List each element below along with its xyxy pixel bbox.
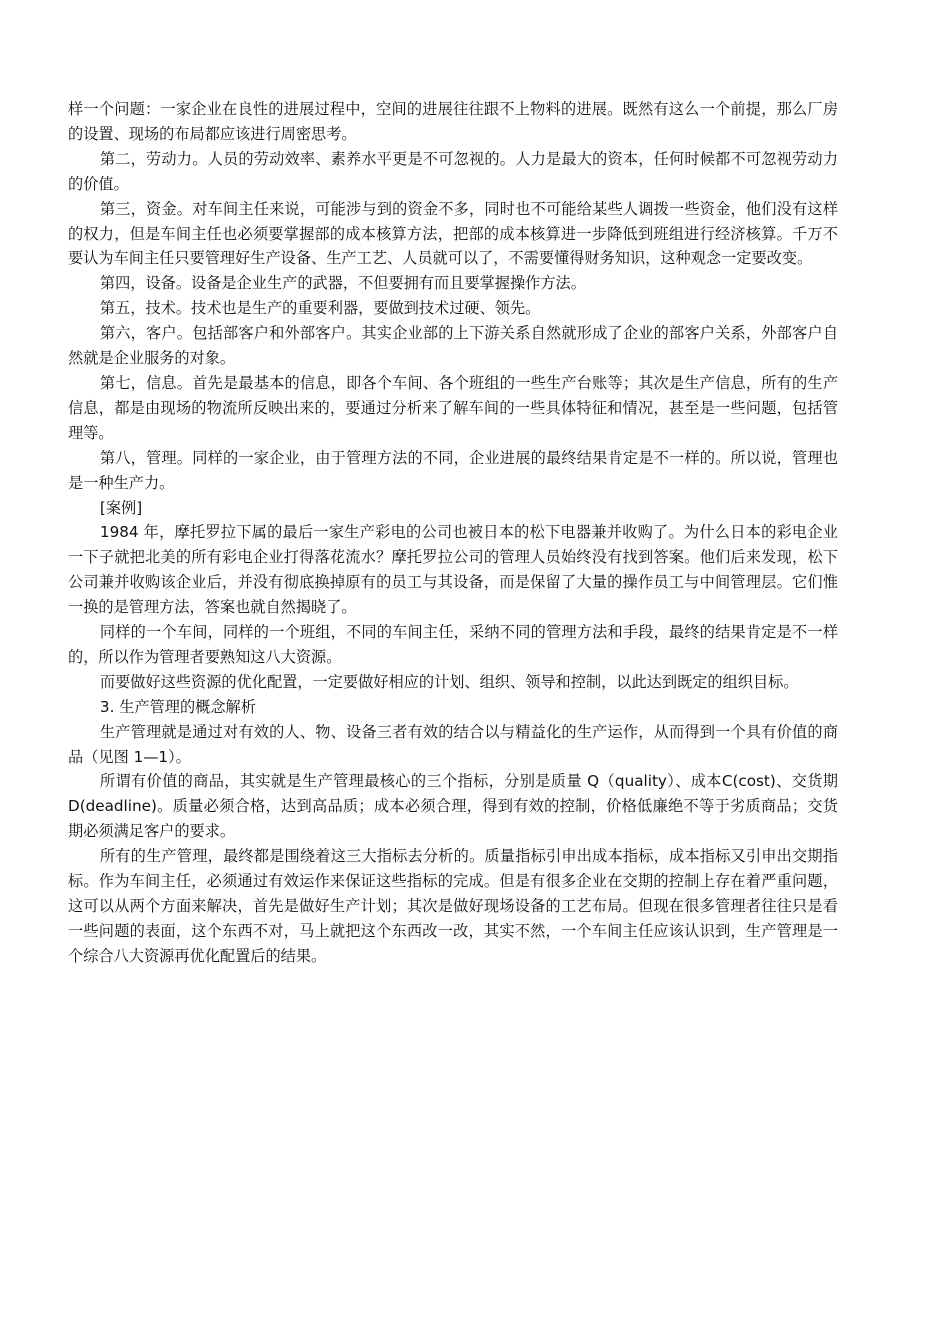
- paragraph-case-story: 1984 年，摩托罗拉下属的最后一家生产彩电的公司也被日本的松下电器兼并收购了。为什么日本的彩电企业一下子就把北美的所有彩电企业打得落花流水？摩托罗拉公司的管理人员始终没有找到答案。他们后来发现，松下公司兼并收购该企业后，并没有彻底换掉原有的员工与其设备，而是保留了大量的操作员工与中间管理层。它们惟一换的是管理方法，答案也就自然揭晓了。: [68, 523, 838, 617]
- paragraph-equipment: 第四，设备。设备是企业生产的武器，不但要拥有而且要掌握操作方法。: [99, 274, 586, 293]
- paragraph-qcd: 所谓有价值的商品，其实就是生产管理最核心的三个指标，分别是质量 Q（quality）、成本C(cost)、交货期 D(deadline)。质量必须合格，达到高品质；成本必须合理，得到有效的控制，价格低廉绝不等于劣质商品；交货期必须满足客户的要求。: [68, 772, 838, 841]
- case-label: [案例]: [99, 498, 143, 517]
- paragraph-technology: 第五，技术。技术也是生产的重要利器，要做到技术过硬、领先。: [99, 299, 541, 318]
- paragraph-definition: 生产管理就是通过对有效的人、物、设备三者有效的结合以与精益化的生产运作，从而得到一个具有价值的商品（见图 1—1）。: [68, 722, 838, 766]
- paragraph-conclusion: 所有的生产管理，最终都是围绕着这三大指标去分析的。质量指标引申出成本指标，成本指标又引申出交期指标。作为车间主任，必须通过有效运作来保证这些指标的完成。但是有很多企业在交期的控制上存在着严重问题，这可以从两个方面来解决，首先是做好生产计划；其次是做好现场设备的工艺布局。但现在很多管理者往往只是看一些问题的表面，这个东西不对，马上就把这个东西改一改，其实不然，一个车间主任应该认识到，生产管理是一个综合八大资源再优化配置后的结果。: [68, 847, 838, 965]
- paragraph-customer: 第六，客户。包括部客户和外部客户。其实企业部的上下游关系自然就形成了企业的部客户关系，外部客户自然就是企业服务的对象。: [68, 324, 838, 368]
- paragraph-continuation: 样一个问题：一家企业在良性的进展过程中，空间的进展往往跟不上物料的进展。既然有这么一个前提，那么厂房的设置、现场的布局都应该进行周密思考。: [68, 100, 838, 143]
- paragraph-information: 第七，信息。首先是最基本的信息，即各个车间、各个班组的一些生产台账等；其次是生产信息，所有的生产信息，都是由现场的物流所反映出来的，要通过分析来了解车间的一些具体特征和情况，甚至是一些问题，包括管理等。: [68, 373, 838, 442]
- paragraph-labor: 第二，劳动力。人员的劳动效率、素养水平更是不可忽视的。人力是最大的资本，任何时候都不可忽视劳动力的价值。: [68, 149, 838, 193]
- section-heading: 3. 生产管理的概念解析: [99, 697, 256, 716]
- paragraph-management: 第八，管理。同样的一家企业，由于管理方法的不同，企业进展的最终结果肯定是不一样的。所以说，管理也是一种生产力。: [68, 448, 838, 492]
- paragraph-optimization: 而要做好这些资源的优化配置，一定要做好相应的计划、组织、领导和控制，以此达到既定的组织目标。: [99, 672, 799, 691]
- paragraph-same-workshop: 同样的一个车间，同样的一个班组，不同的车间主任，采纳不同的管理方法和手段，最终的结果肯定是不一样的，所以作为管理者要熟知这八大资源。: [68, 623, 838, 666]
- paragraph-capital: 第三，资金。对车间主任来说，可能涉与到的资金不多，同时也不可能给某些人调拨一些资金，他们没有这样的权力，但是车间主任也必须要掌握部的成本核算方法，把部的成本核算进一步降低到班组进行经济核算。千万不要认为车间主任只要管理好生产设备、生产工艺、人员就可以了，不需要懂得财务知识，这种观念一定要改变。: [68, 199, 838, 268]
- document-body: [68, 97, 838, 969]
